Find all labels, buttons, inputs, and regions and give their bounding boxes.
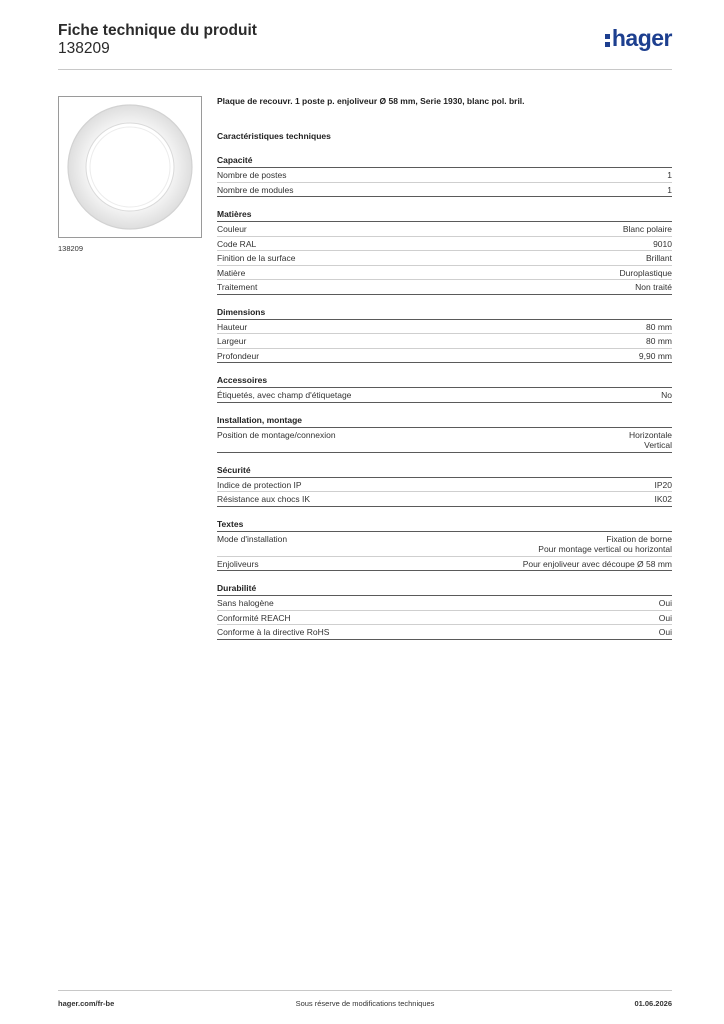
spec-row [217,280,672,295]
spec-row [217,557,672,572]
spec-label: Indice de protection IP [217,479,302,490]
spec-value: Pour enjoliveur avec découpe Ø 58 mm [522,558,672,569]
spec-row [217,320,672,335]
product-number: 138209 [58,40,110,57]
spec-value: Brillant [646,253,672,263]
spec-label: Profondeur [217,350,260,361]
hager-logo: hager [605,26,672,50]
spec-value: 9,90 mm [638,350,672,361]
spec-label: Mode d'installation [217,533,288,544]
spec-row [217,168,672,183]
spec-value: Horizontale Vertical [629,429,672,450]
spec-value: Oui [658,612,672,623]
spec-label: Conforme à la directive RoHS [217,627,330,637]
spec-label: Finition de la surface [217,253,296,263]
section-title: Matières [217,209,672,222]
spec-label: Sans halogène [217,598,274,608]
spec-label: Code RAL [217,238,257,249]
footer-date: 01.06.2026 [634,999,672,1008]
spec-value: IK02 [654,494,672,504]
spec-value: 1 [667,170,672,180]
spec-value: 80 mm [646,336,672,346]
spec-label: Couleur [217,224,247,234]
spec-value: Fixation de borne Pour montage vertical ou horizontal [538,533,672,554]
spec-value: IP20 [654,479,672,490]
spec-value: Oui [658,598,672,608]
section-title: Durabilité [217,583,672,596]
spec-row [217,183,672,198]
spec-sections [217,155,672,640]
spec-row [217,625,672,640]
spec-row [217,532,672,557]
spec-label: Largeur [217,336,247,346]
spec-row [217,492,672,507]
spec-label: Traitement [217,282,258,292]
footer-disclaimer: Sous réserve de modifications techniques [295,999,435,1008]
spec-section [217,415,672,453]
footer-website: hager.com/fr-be [58,999,115,1008]
spec-section [217,519,672,572]
product-description: Plaque de recouvr. 1 poste p. enjoliveur Ø 58 mm, Serie 1930, blanc pol. bril. [217,96,525,106]
spec-value: No [661,390,672,400]
spec-label: Position de montage/connexion [217,429,336,440]
spec-value: 1 [667,184,672,195]
spec-value: Blanc polaire [622,224,672,234]
section-title: Textes [217,519,672,532]
spec-label: Nombre de modules [217,184,294,195]
spec-row [217,222,672,237]
spec-label: Résistance aux chocs IK [217,494,311,504]
spec-section [217,583,672,640]
spec-row [217,266,672,281]
spec-row [217,251,672,266]
section-title: Sécurité [217,465,672,478]
spec-value: Oui [658,627,672,637]
spec-label: Hauteur [217,321,248,332]
spec-row [217,611,672,626]
page-header [58,22,672,70]
spec-row [217,596,672,611]
spec-section [217,155,672,197]
spec-value: Duroplastique [619,267,672,278]
image-caption: 138209 [58,244,84,253]
section-title: Dimensions [217,307,672,320]
logo-dots-icon [605,31,611,47]
spec-value: Non traité [635,282,672,292]
document-title: Fiche technique du produit [58,22,257,39]
spec-section [217,375,672,403]
spec-row [217,334,672,349]
tech-characteristics-title: Caractéristiques techniques [217,131,331,141]
spec-label: Nombre de postes [217,170,287,180]
spec-section [217,209,672,295]
section-title: Capacité [217,155,672,168]
section-title: Installation, montage [217,415,672,428]
spec-section [217,465,672,507]
specifications [217,96,672,640]
spec-section [217,307,672,364]
product-image [58,96,202,238]
page-footer [58,990,672,1010]
spec-label: Matière [217,267,246,278]
spec-value: 80 mm [646,321,672,332]
spec-row [217,428,672,453]
spec-row [217,388,672,403]
spec-row [217,349,672,364]
spec-label: Étiquetés, avec champ d'étiquetage [217,390,352,400]
section-title: Accessoires [217,375,672,388]
spec-value: 9010 [653,238,672,249]
spec-row [217,478,672,493]
spec-label: Conformité REACH [217,612,291,623]
spec-label: Enjoliveurs [217,558,259,569]
cover-plate-icon [59,97,201,237]
spec-row [217,237,672,252]
